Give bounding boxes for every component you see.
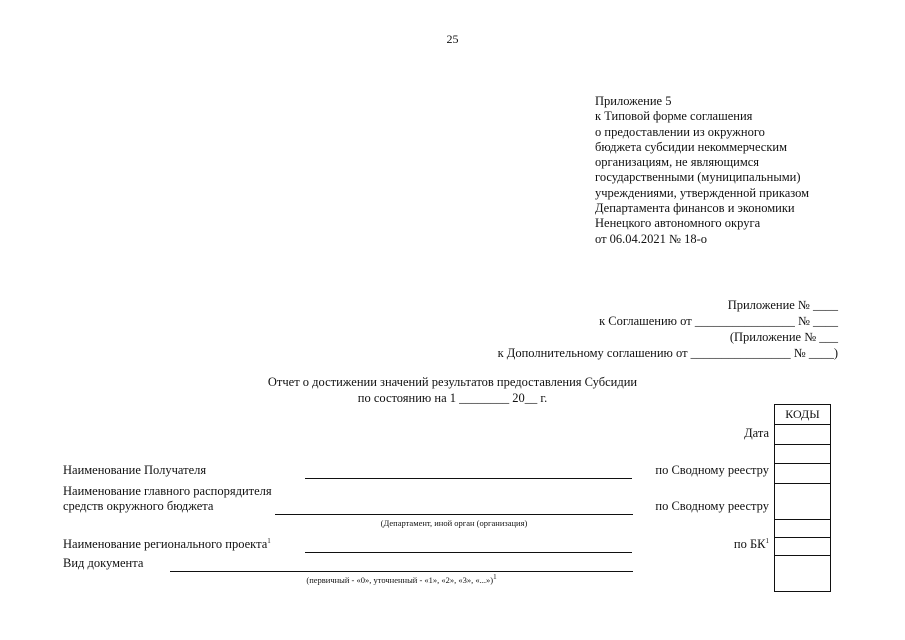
additional-agreement-line: к Дополнительному соглашению от ________________ № ____): [497, 346, 838, 360]
footnote-marker: 1: [765, 536, 769, 545]
recipient-input-line[interactable]: [305, 478, 632, 479]
project-code-label: [734, 537, 769, 552]
appendix-line: государственными (муниципальными): [595, 170, 801, 185]
recipient-code-cell[interactable]: [775, 464, 831, 484]
manager-hint: (Департамент, иной орган (организация): [380, 518, 528, 528]
attachment-number-line: Приложение № ____: [727, 298, 838, 312]
codes-table: [774, 404, 831, 592]
doc-type-hint-text: (первичный - «0», уточненный - «1», «2», «3», «...»): [306, 575, 494, 585]
manager-label-line2: средств окружного бюджета: [63, 499, 214, 513]
appendix-line: бюджета субсидии некоммерческим: [595, 139, 788, 154]
manager-code-label: по Сводному реестру: [655, 499, 769, 513]
appendix-line: Приложение 5: [595, 94, 672, 108]
manager-code-cell[interactable]: [775, 484, 831, 520]
date-code-cell[interactable]: [775, 425, 831, 445]
manager-input-line[interactable]: [275, 514, 633, 515]
appendix-header: [595, 94, 895, 247]
report-date-line: по состоянию на 1 ________ 20__ г.: [357, 391, 548, 405]
footnote-marker: 1: [493, 573, 497, 582]
report-title-line: Отчет о достижении значений результатов предоставления Субсидии: [267, 375, 638, 389]
codes-header: КОДЫ: [775, 405, 831, 425]
doc-type-label: Вид документа: [63, 556, 144, 570]
doc-type-code-cell[interactable]: [775, 556, 831, 592]
code-cell[interactable]: [775, 520, 831, 538]
agreement-reference-line: к Соглашению от ________________ № ____: [599, 314, 838, 328]
project-label-text: Наименование регионального проекта: [63, 537, 268, 551]
appendix-line: Департамента финансов и экономики: [595, 201, 795, 216]
recipient-code-label: по Сводному реестру: [655, 463, 769, 477]
doc-type-input-line[interactable]: [170, 571, 633, 572]
project-label: [63, 537, 271, 552]
project-code-cell[interactable]: [775, 538, 831, 556]
attachment-number-paren-line: (Приложение № ___: [729, 330, 838, 344]
recipient-label: Наименование Получателя: [63, 463, 207, 477]
appendix-line: о предоставлении из окружного: [595, 124, 765, 139]
project-input-line[interactable]: [305, 552, 632, 553]
appendix-line: организациям, не являющимся: [595, 155, 760, 170]
attachment-references: [420, 298, 838, 362]
code-cell[interactable]: [775, 445, 831, 464]
manager-label-line1: Наименование главного распорядителя: [63, 484, 272, 498]
date-label: Дата: [744, 426, 769, 440]
appendix-line: к Типовой форме соглашения: [595, 109, 753, 124]
appendix-line: от 06.04.2021 № 18-о: [595, 231, 708, 246]
report-title: [0, 374, 905, 406]
footnote-marker: 1: [267, 536, 271, 545]
doc-type-hint: [170, 575, 633, 585]
appendix-line: учреждениями, утвержденной приказом: [595, 185, 810, 200]
project-code-label-text: по БК: [733, 537, 766, 551]
appendix-line: Ненецкого автономного округа: [595, 216, 761, 231]
page-number: 25: [446, 32, 459, 46]
